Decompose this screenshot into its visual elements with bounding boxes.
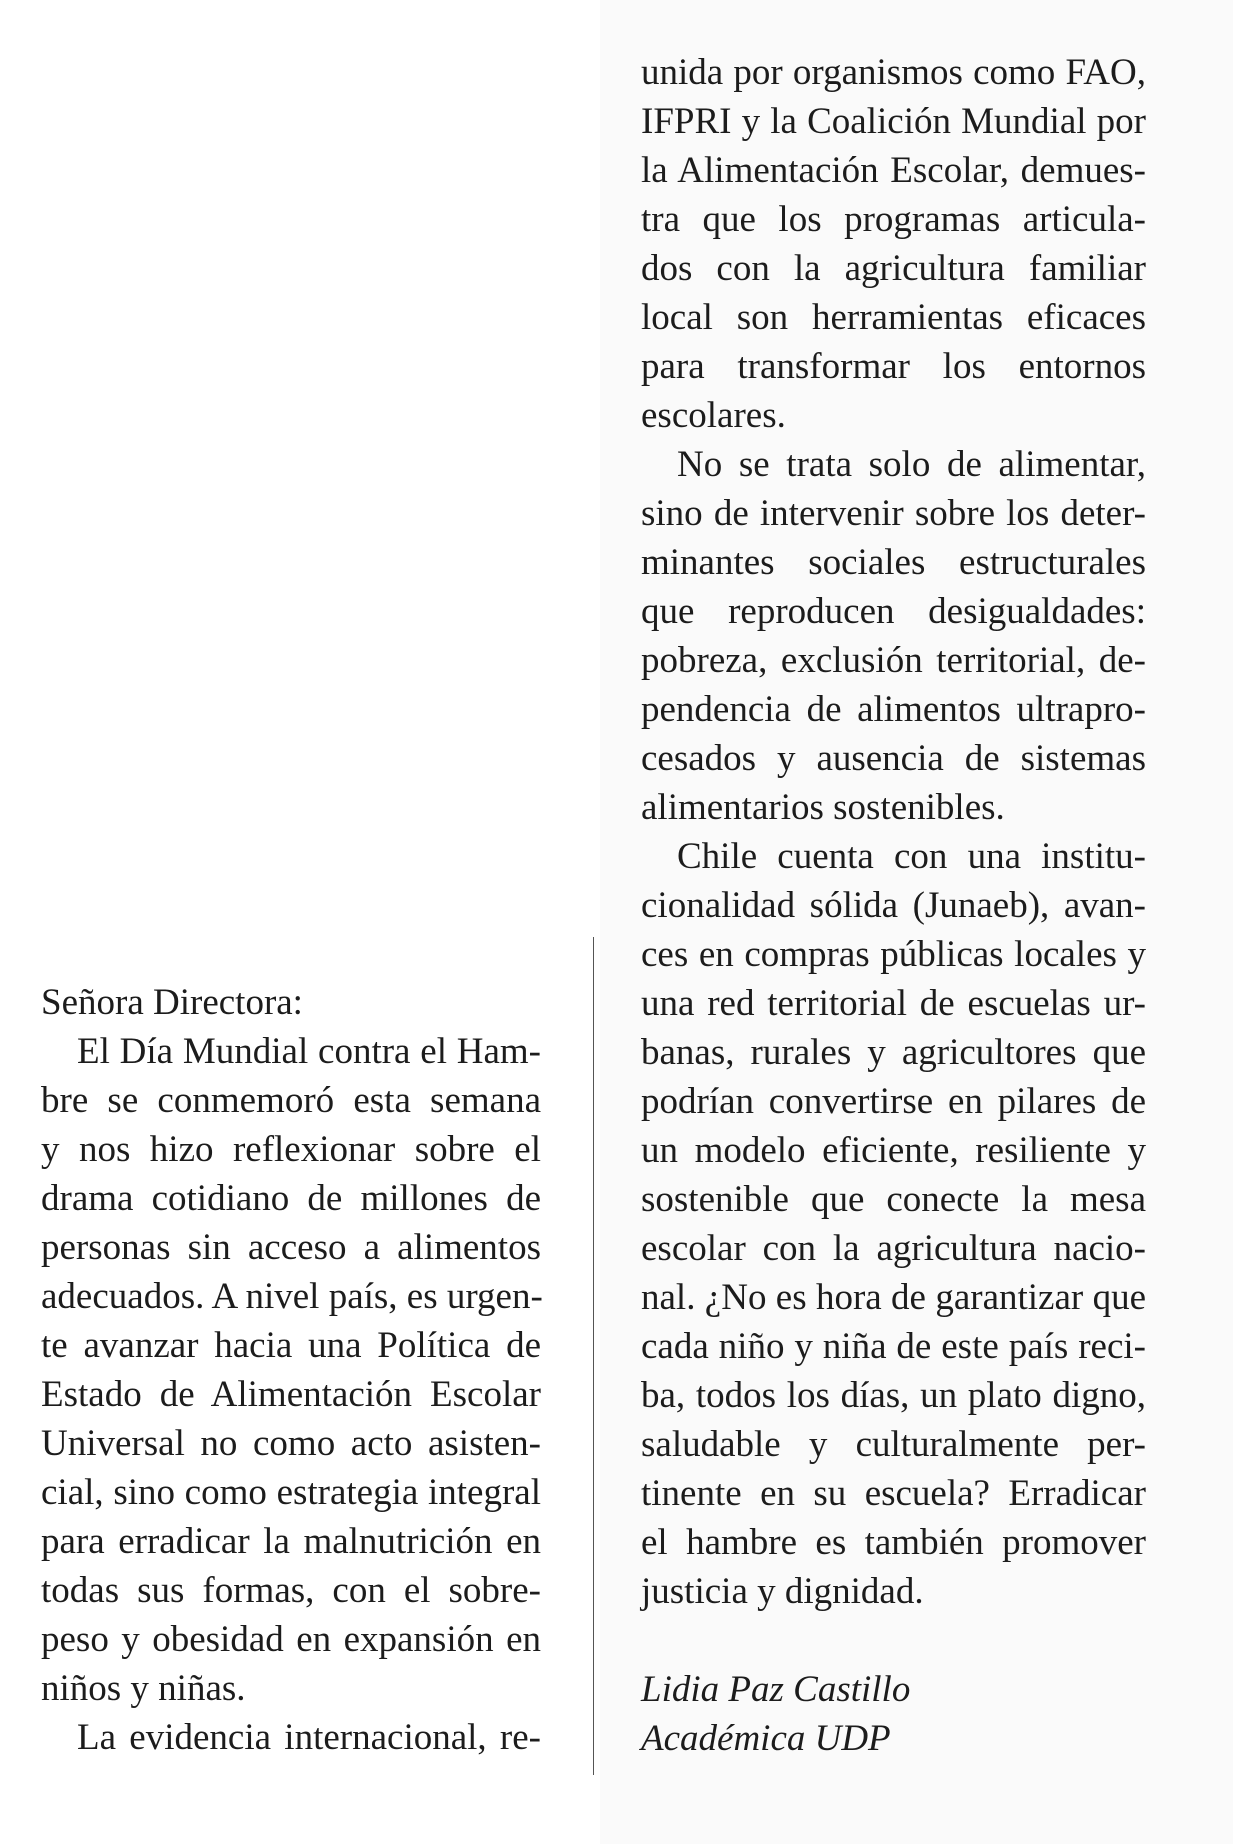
text-line: banas, rurales y agricultores que: [641, 1032, 1146, 1073]
text-line: peso y obesidad en expansión en: [41, 1619, 541, 1660]
column-divider: [593, 937, 594, 1775]
salutation: Señora Directora:: [41, 982, 303, 1023]
text-line: local son herramientas eficaces: [641, 297, 1146, 338]
text-line: pendencia de alimentos ultrapro-: [641, 689, 1146, 730]
text-line: IFPRI y la Coalición Mundial por: [641, 101, 1146, 142]
text-line: personas sin acceso a alimentos: [41, 1227, 541, 1268]
text-line: ba, todos los días, un plato digno,: [641, 1375, 1146, 1416]
text-line: tra que los programas articula-: [641, 199, 1146, 240]
signature-name: Lidia Paz Castillo: [641, 1669, 911, 1710]
text-line: sino de intervenir sobre los deter-: [641, 493, 1146, 534]
text-line: El Día Mundial contra el Ham-: [77, 1031, 541, 1072]
text-line: alimentarios sostenibles.: [641, 787, 1005, 828]
text-line: tinente en su escuela? Erradicar: [641, 1473, 1146, 1514]
text-line: ces en compras públicas locales y: [641, 934, 1146, 975]
signature-title: Académica UDP: [641, 1718, 891, 1759]
text-line: podrían convertirse en pilares de: [641, 1081, 1146, 1122]
text-line: drama cotidiano de millones de: [41, 1178, 541, 1219]
right-column: [641, 48, 1146, 1763]
text-line: bre se conmemoró esta semana: [41, 1080, 541, 1121]
text-line: justicia y dignidad.: [641, 1571, 924, 1612]
text-line: y nos hizo reflexionar sobre el: [41, 1129, 541, 1170]
text-line: para erradicar la malnutrición en: [41, 1521, 541, 1562]
text-line: pobreza, exclusión territorial, de-: [641, 640, 1146, 681]
text-line: nal. ¿No es hora de garantizar que: [641, 1277, 1146, 1318]
text-line: el hambre es también promover: [641, 1522, 1146, 1563]
text-line: escolares.: [641, 395, 786, 436]
text-line: te avanzar hacia una Política de: [41, 1325, 541, 1366]
text-line: sostenible que conecte la mesa: [641, 1179, 1146, 1220]
text-line: cada niño y niña de este país reci-: [641, 1326, 1146, 1367]
text-line: la Alimentación Escolar, demues-: [641, 150, 1146, 191]
text-line: No se trata solo de alimentar,: [677, 444, 1146, 485]
text-line: cesados y ausencia de sistemas: [641, 738, 1146, 779]
spacer: [641, 1616, 1146, 1665]
text-line: una red territorial de escuelas ur-: [641, 983, 1146, 1024]
text-line: unida por organismos como FAO,: [641, 52, 1146, 93]
text-line: saludable y culturalmente per-: [641, 1424, 1146, 1465]
text-line: dos con la agricultura familiar: [641, 248, 1146, 289]
text-line: adecuados. A nivel país, es urgen-: [41, 1276, 543, 1317]
text-line: cionalidad sólida (Junaeb), avan-: [641, 885, 1146, 926]
text-line: Universal no como acto asisten-: [41, 1423, 541, 1464]
text-line: cial, sino como estrategia integral: [41, 1472, 541, 1513]
text-line: escolar con la agricultura nacio-: [641, 1228, 1146, 1269]
text-line: todas sus formas, con el sobre-: [41, 1570, 541, 1611]
text-line: que reproducen desigualdades:: [641, 591, 1146, 632]
text-line: Chile cuenta con una institu-: [677, 836, 1146, 877]
text-line: La evidencia internacional, re-: [77, 1717, 541, 1758]
text-line: para transformar los entornos: [641, 346, 1146, 387]
text-line: minantes sociales estructurales: [641, 542, 1146, 583]
text-line: un modelo eficiente, resiliente y: [641, 1130, 1146, 1171]
text-line: niños y niñas.: [41, 1668, 246, 1709]
left-column: [41, 978, 541, 1762]
text-line: Estado de Alimentación Escolar: [41, 1374, 541, 1415]
